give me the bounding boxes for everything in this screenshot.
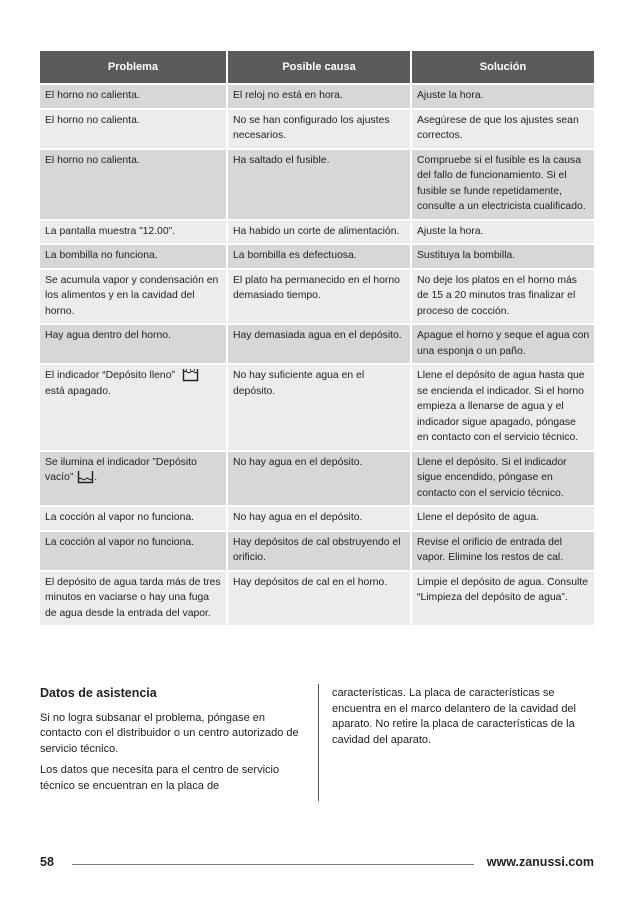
cell-solution: Llene el depósito de agua hasta que se encienda el indicador. Si el horno empieza a llenarse de agua y el indicador sigue apagado, póngase en contacto con el servicio técnico. [411,364,594,451]
cell-problem [40,506,227,531]
cell-cause: No se han configurado los ajustes necesarios. [227,109,411,149]
table-row [40,324,594,364]
problem-text: El horno no calienta. [45,114,140,126]
table-row [40,149,594,220]
support-paragraph-1: Si no logra subsanar el problema, póngase en contacto con el distribuidor o un centro autorizado de servicio técnico. [40,711,299,755]
support-paragraph-3: características. La placa de características se encuentra en el marco delantero de la cavidad del aparato. No retire la placa de características de la cavidad del aparato. [332,687,576,746]
header-problem: Problema [40,51,227,84]
cell-cause: Hay demasiada agua en el depósito. [227,324,411,364]
problem-text: El horno no calienta. [45,154,140,166]
table-row [40,220,594,245]
support-left-column [40,686,302,800]
cell-cause: El reloj no está en hora. [227,84,411,109]
problem-text: Se ilumina el indicador ”Depósito vacío” [45,456,197,483]
cell-solution: Compruebe si el fusible es la causa del fallo de funcionamiento. Si el fusible se funde repetidamente, consulte a un electricista cualificado. [411,149,594,220]
cell-cause: Hay depósitos de cal obstruyendo el orificio. [227,531,411,571]
column-divider [318,684,319,801]
problem-text: El horno no calienta. [45,90,140,101]
cell-solution: Sustituya la bombilla. [411,244,594,269]
cell-cause: No hay agua en el depósito. [227,451,411,507]
cell-problem [40,571,227,626]
cell-problem [40,531,227,571]
cell-problem [40,324,227,364]
troubleshooting-table [40,51,594,625]
cell-problem [40,109,227,149]
cell-problem [40,244,227,269]
cell-cause: Hay depósitos de cal en el horno. [227,571,411,626]
troubleshooting-table-container [40,51,594,625]
page-number: 58 [40,855,54,869]
table-row [40,109,594,149]
water-tank-full-icon [182,368,199,382]
cell-problem [40,269,227,325]
table-row [40,571,594,626]
problem-text: Se acumula vapor y condensación en los alimentos y en la cavidad del horno. [45,274,219,317]
website-link[interactable]: www.zanussi.com [486,855,594,869]
cell-cause: La bombilla es defectuosa. [227,244,411,269]
cell-cause: No hay suficiente agua en el depósito. [227,364,411,451]
cell-solution: Limpie el depósito de agua. Consulte “Limpieza del depósito de agua”. [411,571,594,626]
problem-text-tail: está apagado. [45,385,111,397]
water-tank-empty-icon [77,470,94,484]
problem-text: El depósito de agua tarda más de tres minutos en vaciarse o hay una fuga de agua desde la entrada del vapor. [45,576,221,619]
problem-text: La cocción al vapor no funciona. [45,512,195,523]
cell-solution: Llene el depósito. Si el indicador sigue encendido, póngase en contacto con el servicio técnico. [411,451,594,507]
problem-text: El indicador “Depósito lleno” [45,370,178,381]
cell-solution: No deje los platos en el horno más de 15 a 20 minutos tras finalizar el proceso de cocción. [411,269,594,325]
table-header-row [40,51,594,84]
cell-solution: Ajuste la hora. [411,220,594,245]
header-solution: Solución [411,51,594,84]
table-row [40,244,594,269]
support-paragraph-2: Los datos que necesita para el centro de servicio técnico se encuentran en la placa de [40,764,280,792]
cell-solution: Llene el depósito de agua. [411,506,594,531]
table-row [40,84,594,109]
problem-text: La bombilla no funciona. [45,250,158,261]
table-row [40,269,594,325]
problem-text: Hay agua dentro del horno. [45,330,171,341]
cell-problem [40,149,227,220]
page-footer [40,855,594,873]
table-row [40,531,594,571]
cell-cause: Ha saltado el fusible. [227,149,411,220]
problem-text: La pantalla muestra ”12.00”. [45,225,175,237]
cell-problem [40,220,227,245]
support-right-column [332,686,594,754]
problem-text: La cocción al vapor no funciona. [45,536,195,548]
cell-solution: Apague el horno y seque el agua con una esponja o un paño. [411,324,594,364]
footer-rule [72,864,474,865]
cell-problem [40,364,227,451]
table-row [40,451,594,507]
cell-solution: Revise el orificio de entrada del vapor. Elimine los restos de cal. [411,531,594,571]
cell-solution: Ajuste la hora. [411,84,594,109]
problem-text-tail: . [94,472,98,483]
table-row [40,364,594,451]
table-row [40,506,594,531]
cell-cause: Ha habido un corte de alimentación. [227,220,411,245]
cell-problem [40,451,227,507]
cell-solution: Asegúrese de que los ajustes sean correctos. [411,109,594,149]
support-heading: Datos de asistencia [40,686,157,700]
header-cause: Posible causa [227,51,411,84]
cell-problem [40,84,227,109]
cell-cause: No hay agua en el depósito. [227,506,411,531]
cell-cause: El plato ha permanecido en el horno demasiado tiempo. [227,269,411,325]
